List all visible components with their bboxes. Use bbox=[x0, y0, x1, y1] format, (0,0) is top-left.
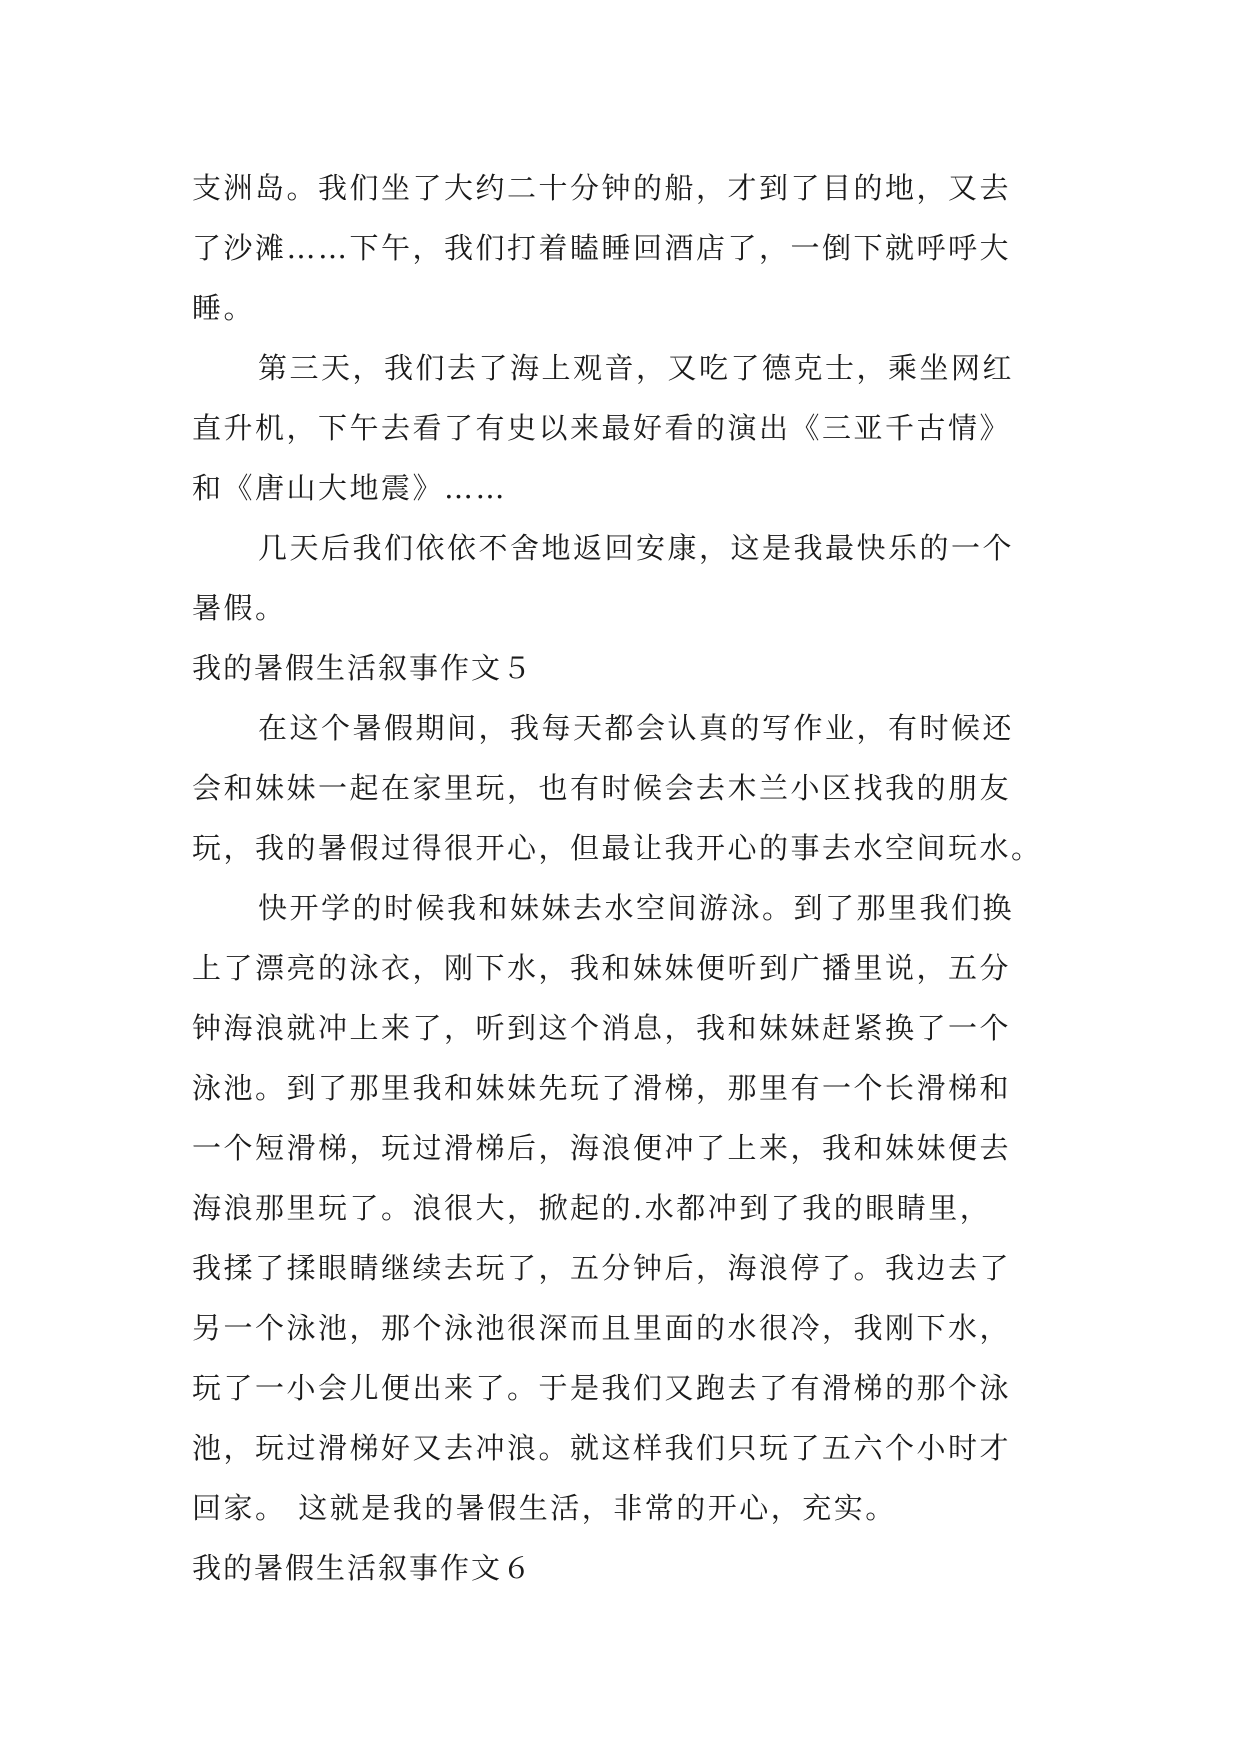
text-line: 睡。 bbox=[192, 291, 256, 325]
text-line: 支洲岛。我们坐了大约二十分钟的船，才到了目的地，又去 bbox=[192, 171, 1012, 205]
text-line: 钟海浪就冲上来了，听到这个消息，我和妹妹赶紧换了一个 bbox=[192, 1011, 1012, 1045]
text-line: 一个短滑梯，玩过滑梯后，海浪便冲了上来，我和妹妹便去 bbox=[192, 1131, 1012, 1165]
text-line: 直升机，下午去看了有史以来最好看的演出《三亚千古情》 bbox=[192, 411, 1012, 445]
text-line: 我揉了揉眼睛继续去玩了，五分钟后，海浪停了。我边去了 bbox=[192, 1251, 1012, 1285]
text-line: 第三天，我们去了海上观音，又吃了德克士，乘坐网红 bbox=[258, 351, 1015, 385]
text-line: 几天后我们依依不舍地返回安康，这是我最快乐的一个 bbox=[258, 531, 1015, 565]
section-heading: 我的暑假生活叙事作文６ bbox=[192, 1551, 534, 1585]
text-line: 会和妹妹一起在家里玩，也有时候会去木兰小区找我的朋友 bbox=[192, 771, 1012, 805]
text-line: 池，玩过滑梯好又去冲浪。就这样我们只玩了五六个小时才 bbox=[192, 1431, 1012, 1465]
text-line: 在这个暑假期间，我每天都会认真的写作业，有时候还 bbox=[258, 711, 1015, 745]
paragraph bbox=[192, 878, 1082, 1538]
text-line: 另一个泳池，那个泳池很深而且里面的水很冷，我刚下水， bbox=[192, 1311, 1012, 1345]
text-line: 了沙滩……下午，我们打着瞌睡回酒店了，一倒下就呼呼大 bbox=[192, 231, 1012, 265]
text-line: 海浪那里玩了。浪很大，掀起的.水都冲到了我的眼睛里， bbox=[192, 1191, 992, 1225]
paragraph bbox=[192, 518, 1082, 638]
text-line: 上了漂亮的泳衣，刚下水，我和妹妹便听到广播里说，五分 bbox=[192, 951, 1012, 985]
text-line: 和《唐山大地震》…… bbox=[192, 471, 508, 505]
paragraph bbox=[192, 338, 1082, 518]
section-heading: 我的暑假生活叙事作文５ bbox=[192, 651, 534, 685]
text-line: 玩，我的暑假过得很开心，但最让我开心的事去水空间玩水。 bbox=[192, 831, 1043, 865]
paragraph bbox=[192, 698, 1082, 878]
text-line: 玩了一小会儿便出来了。于是我们又跑去了有滑梯的那个泳 bbox=[192, 1371, 1012, 1405]
paragraph bbox=[192, 158, 1082, 338]
text-line: 快开学的时候我和妹妹去水空间游泳。到了那里我们换 bbox=[258, 891, 1015, 925]
text-line: 暑假。 bbox=[192, 591, 287, 625]
document-body bbox=[192, 158, 1082, 1598]
text-line: 回家。 这就是我的暑假生活，非常的开心，充实。 bbox=[192, 1491, 897, 1525]
text-line: 泳池。到了那里我和妹妹先玩了滑梯，那里有一个长滑梯和 bbox=[192, 1071, 1012, 1105]
